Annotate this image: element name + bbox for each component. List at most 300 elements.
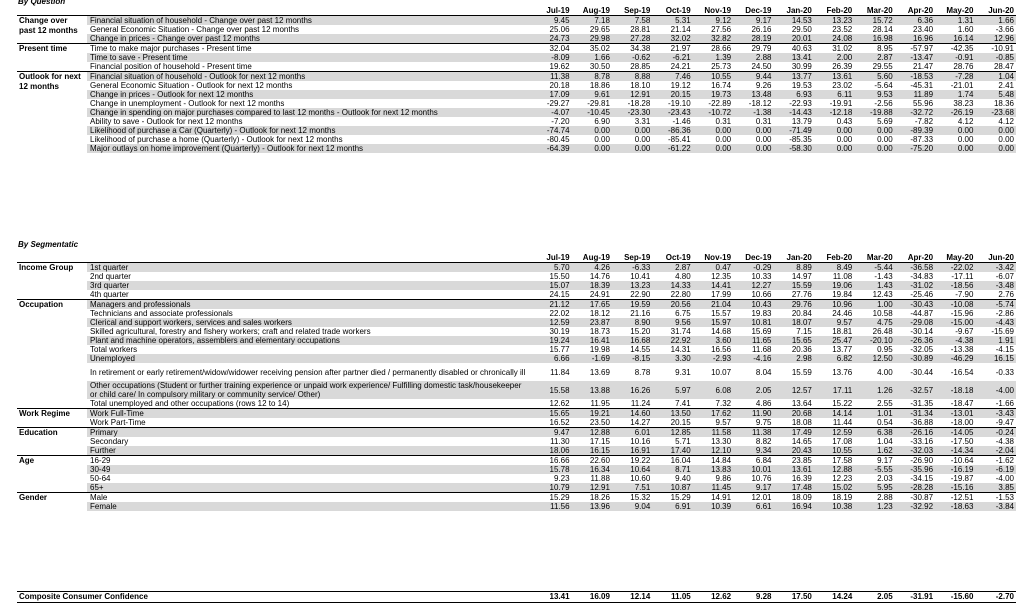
value-cell: 15.65 <box>531 409 571 419</box>
value-cell: -2.93 <box>693 354 733 363</box>
value-cell: 40.63 <box>773 44 813 54</box>
value-cell: -7.28 <box>935 72 975 82</box>
value-cell: 4.86 <box>755 399 772 408</box>
value-cell: -30.87 <box>895 493 935 503</box>
value-cell: -7.20 <box>551 117 570 126</box>
table-row <box>17 418 1016 428</box>
value-cell: 16.34 <box>572 465 612 474</box>
row-label: Female <box>87 502 531 511</box>
value-cell: 25.73 <box>711 62 732 71</box>
group-label: Outlook for next 12 months <box>17 72 87 154</box>
value-cell: -61.22 <box>652 144 692 153</box>
by-segmentation-title: By Segmentatic <box>18 240 79 249</box>
value-cell: 0.00 <box>854 144 894 153</box>
table-row <box>17 437 1016 446</box>
value-cell: 1.01 <box>854 409 894 419</box>
row-label: Change in unemployment - Outlook for next 12 months <box>90 99 285 108</box>
row-label: Plant and machine operators, assemblers and elementary occupations <box>87 336 531 345</box>
value-cell: 17.62 <box>693 409 733 419</box>
row-label: 2nd quarter <box>90 272 131 281</box>
table-row <box>17 474 1016 483</box>
value-cell: 8.88 <box>612 72 652 82</box>
value-cell: -74.74 <box>531 126 571 135</box>
value-cell: 1.62 <box>854 446 894 456</box>
value-cell: 18.08 <box>791 418 812 427</box>
value-cell: -28.28 <box>895 483 935 493</box>
value-cell: -75.20 <box>895 144 935 153</box>
value-cell: 12.91 <box>572 483 612 493</box>
value-cell: -2.04 <box>975 446 1016 456</box>
value-cell: -87.33 <box>910 135 934 144</box>
value-cell: -31.35 <box>910 399 934 408</box>
value-cell: 9.04 <box>612 502 652 511</box>
value-cell: 8.82 <box>755 437 772 446</box>
value-cell: 19.62 <box>549 62 570 71</box>
value-cell: -29.08 <box>895 318 935 327</box>
value-cell: 15.78 <box>531 465 571 474</box>
value-cell: 8.71 <box>652 465 692 474</box>
table-row <box>17 318 1016 327</box>
value-cell: -22.89 <box>708 99 732 108</box>
value-cell: 27.28 <box>612 34 652 44</box>
value-cell: 1.66 <box>975 16 1016 26</box>
value-cell: 18.81 <box>832 327 853 336</box>
value-cell: 22.92 <box>652 336 692 345</box>
value-cell: 0.00 <box>814 144 854 153</box>
value-cell: 13.96 <box>572 502 612 511</box>
value-cell: -9.47 <box>995 418 1014 427</box>
table-row <box>17 126 1016 135</box>
value-cell: -6.19 <box>975 465 1016 474</box>
value-cell: 10.01 <box>733 465 773 474</box>
value-cell: 15.59 <box>791 367 812 377</box>
value-cell: -17.50 <box>950 437 974 446</box>
value-cell: -18.53 <box>895 72 935 82</box>
row-label: General Economic Situation - Change over past 12 months <box>90 25 300 34</box>
value-cell: 6.91 <box>652 502 692 511</box>
value-cell: -5.44 <box>854 263 894 273</box>
month-header: Sep-19 <box>612 5 652 16</box>
value-cell: 29.76 <box>773 300 813 310</box>
value-cell: 23.50 <box>589 418 610 427</box>
value-cell: 23.87 <box>572 318 612 327</box>
value-cell: 20.84 <box>791 309 812 318</box>
value-cell: 11.30 <box>550 437 570 446</box>
table-row <box>17 117 1016 126</box>
value-cell: 11.58 <box>693 428 733 438</box>
value-cell: -4.16 <box>733 354 773 363</box>
value-cell: -14.05 <box>935 428 975 438</box>
value-cell: 18.36 <box>993 99 1014 108</box>
month-header: Nov-19 <box>693 252 733 263</box>
group-label: Age <box>17 456 87 493</box>
value-cell: 14.60 <box>612 409 652 419</box>
value-cell: 18.73 <box>589 327 610 336</box>
value-cell: 14.84 <box>693 456 733 466</box>
value-cell: -14.43 <box>773 108 813 117</box>
value-cell: 10.39 <box>693 502 733 511</box>
value-cell: -4.00 <box>975 381 1016 399</box>
value-cell: 17.40 <box>652 446 692 456</box>
value-cell: 7.32 <box>715 399 732 408</box>
row-label: Change in prices - Outlook for next 12 months <box>87 90 531 99</box>
value-cell: 9.34 <box>733 446 773 456</box>
table-row <box>17 53 1016 62</box>
value-cell: 10.66 <box>751 290 772 299</box>
value-cell: 16.52 <box>549 418 570 427</box>
value-cell: -23.68 <box>975 108 1016 117</box>
value-cell: 7.41 <box>675 399 691 408</box>
value-cell: 7.51 <box>612 483 652 493</box>
value-cell: -10.91 <box>975 44 1016 54</box>
value-cell: 16.39 <box>791 474 812 483</box>
value-cell: -42.35 <box>935 44 975 54</box>
row-label: Change in prices - Change over past 12 months <box>87 34 531 44</box>
value-cell: -15.96 <box>950 309 974 318</box>
value-cell: 0.31 <box>715 117 732 126</box>
value-cell: 15.20 <box>630 327 651 336</box>
value-cell: -1.66 <box>995 399 1014 408</box>
value-cell: -44.87 <box>910 309 934 318</box>
value-cell: 20.18 <box>549 81 570 90</box>
value-cell: 34.38 <box>612 44 652 54</box>
composite-value: 12.62 <box>711 592 732 601</box>
value-cell: 29.55 <box>872 62 893 71</box>
value-cell: 0.00 <box>755 135 772 144</box>
table-row <box>17 62 1016 72</box>
value-cell: 20.68 <box>773 409 813 419</box>
value-cell: -19.91 <box>829 99 853 108</box>
value-cell: 2.55 <box>877 399 893 408</box>
table-row <box>17 327 1016 336</box>
value-cell: 0.00 <box>877 135 893 144</box>
value-cell: 13.77 <box>773 72 813 82</box>
value-cell: 15.02 <box>814 483 854 493</box>
value-cell: 11.24 <box>630 399 651 408</box>
value-cell: -23.43 <box>652 108 692 117</box>
value-cell: -32.03 <box>895 446 935 456</box>
month-header: Oct-19 <box>652 252 692 263</box>
value-cell: 22.90 <box>630 290 651 299</box>
value-cell: 0.00 <box>975 144 1016 153</box>
value-cell: -31.34 <box>895 409 935 419</box>
value-cell: -18.18 <box>935 381 975 399</box>
value-cell: 30.50 <box>589 62 610 71</box>
value-cell: -4.07 <box>531 108 571 117</box>
value-cell: 18.07 <box>773 318 813 327</box>
value-cell: 9.86 <box>715 474 732 483</box>
value-cell: 28.81 <box>630 25 651 34</box>
value-cell: 9.40 <box>675 474 691 483</box>
value-cell: -1.69 <box>572 354 612 363</box>
value-cell: 18.06 <box>531 446 571 456</box>
value-cell: 1.26 <box>854 381 894 399</box>
value-cell: 9.26 <box>755 81 772 90</box>
value-cell: 9.57 <box>814 318 854 327</box>
value-cell: 19.84 <box>832 290 853 299</box>
value-cell: 0.00 <box>612 144 652 153</box>
value-cell: -0.85 <box>975 53 1016 62</box>
value-cell: 16.26 <box>612 381 652 399</box>
value-cell: 9.47 <box>531 428 571 438</box>
row-label: Financial situation of household - Change over past 12 months <box>87 16 531 26</box>
value-cell: -23.30 <box>612 108 652 117</box>
value-cell: 28.85 <box>630 62 651 71</box>
segmentation-table <box>17 252 1016 511</box>
value-cell: -31.02 <box>895 281 935 290</box>
value-cell: 8.78 <box>572 72 612 82</box>
value-cell: 1.31 <box>935 16 975 26</box>
group-label: Gender <box>17 493 87 512</box>
value-cell: 16.41 <box>572 336 612 345</box>
value-cell: 6.36 <box>895 16 935 26</box>
value-cell: 10.64 <box>612 465 652 474</box>
value-cell: 1.91 <box>975 336 1016 345</box>
value-cell: -5.64 <box>874 81 893 90</box>
value-cell: 6.66 <box>531 354 571 363</box>
value-cell: -15.16 <box>935 483 975 493</box>
value-cell: 11.88 <box>590 474 610 483</box>
table-row <box>17 34 1016 44</box>
value-cell: 0.00 <box>612 126 652 135</box>
row-label: General Economic Situation - Outlook for next 12 months <box>90 81 293 90</box>
table-row <box>17 135 1016 144</box>
value-cell: 10.79 <box>531 483 571 493</box>
group-label: Work Regime <box>17 409 87 428</box>
value-cell: 15.32 <box>612 493 652 503</box>
value-cell: -4.15 <box>995 345 1014 354</box>
value-cell: 16.91 <box>612 446 652 456</box>
value-cell: -6.07 <box>995 272 1014 281</box>
month-header: Jan-20 <box>773 5 813 16</box>
value-cell: 26.39 <box>832 62 853 71</box>
value-cell: 0.00 <box>957 135 974 144</box>
value-cell: -4.38 <box>995 437 1014 446</box>
value-cell: 27.56 <box>711 25 732 34</box>
row-label: In retirement or early retirement/widow/widower receiving pension after partner died / permanently disabled or chronically ill <box>90 367 526 377</box>
value-cell: 11.44 <box>832 418 853 427</box>
month-header-row <box>17 5 1016 16</box>
table-row <box>17 263 1016 273</box>
value-cell: 14.97 <box>791 272 812 281</box>
value-cell: 21.14 <box>670 25 691 34</box>
value-cell: 24.50 <box>751 62 772 71</box>
value-cell: 10.96 <box>814 300 854 310</box>
value-cell: -2.86 <box>995 309 1014 318</box>
value-cell: 13.50 <box>652 409 692 419</box>
row-label: 4th quarter <box>90 290 129 299</box>
value-cell: 10.87 <box>652 483 692 493</box>
value-cell: 15.29 <box>652 493 692 503</box>
header-blank <box>87 5 531 16</box>
value-cell: 25.06 <box>549 25 570 34</box>
value-cell: 24.15 <box>549 290 570 299</box>
row-label: Work Full-Time <box>87 409 531 419</box>
row-label: Time to make major purchases - Present time <box>87 44 531 54</box>
value-cell: -29.27 <box>546 99 570 108</box>
value-cell: -15.00 <box>935 318 975 327</box>
value-cell: 12.23 <box>832 474 853 483</box>
row-label: Managers and professionals <box>87 300 531 310</box>
value-cell: 9.17 <box>854 456 894 466</box>
value-cell: 2.05 <box>733 381 773 399</box>
value-cell: 11.08 <box>832 272 853 281</box>
value-cell: -13.47 <box>895 53 935 62</box>
composite-label: Composite Consumer Confidence <box>19 592 148 601</box>
value-cell: -19.10 <box>668 99 691 108</box>
value-cell: 0.00 <box>935 126 975 135</box>
value-cell: -16.54 <box>950 367 974 377</box>
value-cell: -15.69 <box>991 327 1014 336</box>
group-label: Change over past 12 months <box>17 16 87 44</box>
value-cell: 29.79 <box>733 44 773 54</box>
value-cell: -2.56 <box>874 99 893 108</box>
month-header: Feb-20 <box>814 5 854 16</box>
value-cell: 19.06 <box>814 281 854 290</box>
value-cell: -7.90 <box>955 290 974 299</box>
group-label: Income Group <box>17 263 87 300</box>
table-row <box>17 25 1016 34</box>
value-cell: -10.45 <box>572 108 612 117</box>
value-cell: 13.88 <box>572 381 612 399</box>
value-cell: 5.69 <box>877 117 893 126</box>
value-cell: 28.47 <box>993 62 1014 71</box>
row-label: Likelihood of purchase a home (Quarterly) - Outlook for next 12 months <box>90 135 343 144</box>
row-label: Primary <box>87 428 531 438</box>
month-header: Oct-19 <box>652 5 692 16</box>
table-row <box>17 446 1016 456</box>
month-header: Apr-20 <box>895 5 935 16</box>
value-cell: 13.41 <box>773 53 813 62</box>
value-cell: -1.38 <box>733 108 773 117</box>
value-cell: 14.33 <box>652 281 692 290</box>
value-cell: 20.36 <box>791 345 812 354</box>
value-cell: -89.39 <box>895 126 935 135</box>
composite-value: 14.24 <box>832 592 853 601</box>
value-cell: 15.69 <box>751 327 772 336</box>
month-header: Mar-20 <box>854 5 894 16</box>
value-cell: 1.04 <box>877 437 893 446</box>
value-cell: 16.56 <box>711 345 732 354</box>
month-header: Jan-20 <box>773 252 813 263</box>
value-cell: 24.73 <box>531 34 571 44</box>
composite-consumer-confidence-row <box>17 591 1016 603</box>
value-cell: 30.19 <box>549 327 570 336</box>
month-header: Jun-20 <box>975 252 1016 263</box>
row-label: Work Part-Time <box>90 418 146 427</box>
value-cell: 17.49 <box>773 428 813 438</box>
value-cell: 12.91 <box>612 90 652 99</box>
value-cell: -80.45 <box>546 135 570 144</box>
value-cell: 13.69 <box>589 367 610 377</box>
value-cell: -19.87 <box>950 474 974 483</box>
composite-value: 9.28 <box>755 592 772 601</box>
value-cell: 0.54 <box>877 418 893 427</box>
value-cell: -26.90 <box>895 456 935 466</box>
value-cell: 18.10 <box>630 81 651 90</box>
row-label: 30-49 <box>87 465 531 474</box>
value-cell: 23.40 <box>913 25 934 34</box>
value-cell: -18.47 <box>950 399 974 408</box>
value-cell: 15.50 <box>549 272 570 281</box>
value-cell: 12.96 <box>975 34 1016 44</box>
value-cell: 55.96 <box>913 99 934 108</box>
value-cell: -85.41 <box>668 135 691 144</box>
value-cell: -0.29 <box>733 263 773 273</box>
value-cell: 4.80 <box>675 272 691 281</box>
value-cell: 10.43 <box>733 300 773 310</box>
value-cell: 15.59 <box>773 281 813 290</box>
value-cell: -3.48 <box>975 281 1016 290</box>
value-cell: 19.59 <box>612 300 652 310</box>
value-cell: 9.17 <box>733 16 773 26</box>
value-cell: 14.55 <box>630 345 651 354</box>
value-cell: 28.66 <box>693 44 733 54</box>
value-cell: 2.76 <box>998 290 1014 299</box>
header-blank <box>87 252 531 263</box>
value-cell: 5.71 <box>675 437 691 446</box>
value-cell: 17.15 <box>589 437 610 446</box>
value-cell: 0.00 <box>998 135 1014 144</box>
value-cell: 1.60 <box>957 25 974 34</box>
value-cell: 32.02 <box>652 34 692 44</box>
value-cell: -16.19 <box>935 465 975 474</box>
value-cell: 32.04 <box>531 44 571 54</box>
value-cell: 12.59 <box>814 428 854 438</box>
value-cell: 9.31 <box>675 367 691 377</box>
value-cell: -14.34 <box>935 446 975 456</box>
value-cell: -30.89 <box>895 354 935 363</box>
value-cell: 15.65 <box>773 336 813 345</box>
value-cell: -57.97 <box>895 44 935 54</box>
value-cell: -22.93 <box>789 99 812 108</box>
value-cell: 1.23 <box>854 502 894 511</box>
value-cell: 17.11 <box>814 381 854 399</box>
value-cell: -85.35 <box>789 135 812 144</box>
month-header: May-20 <box>935 5 975 16</box>
value-cell: 15.97 <box>693 318 733 327</box>
value-cell: 4.00 <box>877 367 893 377</box>
value-cell: -0.33 <box>995 367 1014 377</box>
value-cell: 16.94 <box>773 502 813 511</box>
value-cell: 10.60 <box>630 474 651 483</box>
value-cell: 16.96 <box>895 34 935 44</box>
table-row <box>17 290 1016 300</box>
value-cell: 12.01 <box>733 493 773 503</box>
value-cell: 29.50 <box>791 25 812 34</box>
value-cell: 13.76 <box>832 367 853 377</box>
value-cell: -86.36 <box>652 126 692 135</box>
value-cell: 17.58 <box>814 456 854 466</box>
value-cell: 13.30 <box>711 437 732 446</box>
month-header: Nov-19 <box>693 5 733 16</box>
value-cell: 0.00 <box>733 144 773 153</box>
value-cell: -18.28 <box>627 99 651 108</box>
value-cell: 10.33 <box>751 272 772 281</box>
value-cell: 23.85 <box>773 456 813 466</box>
composite-value: -2.70 <box>995 592 1014 601</box>
value-cell: 4.12 <box>957 117 974 126</box>
value-cell: 3.30 <box>652 354 692 363</box>
value-cell: -5.74 <box>975 300 1016 310</box>
table-row <box>17 81 1016 90</box>
value-cell: -8.09 <box>531 53 571 62</box>
table-row <box>17 502 1016 511</box>
value-cell: 9.56 <box>652 318 692 327</box>
value-cell: 13.23 <box>612 281 652 290</box>
table-row <box>17 409 1016 419</box>
value-cell: 9.53 <box>854 90 894 99</box>
